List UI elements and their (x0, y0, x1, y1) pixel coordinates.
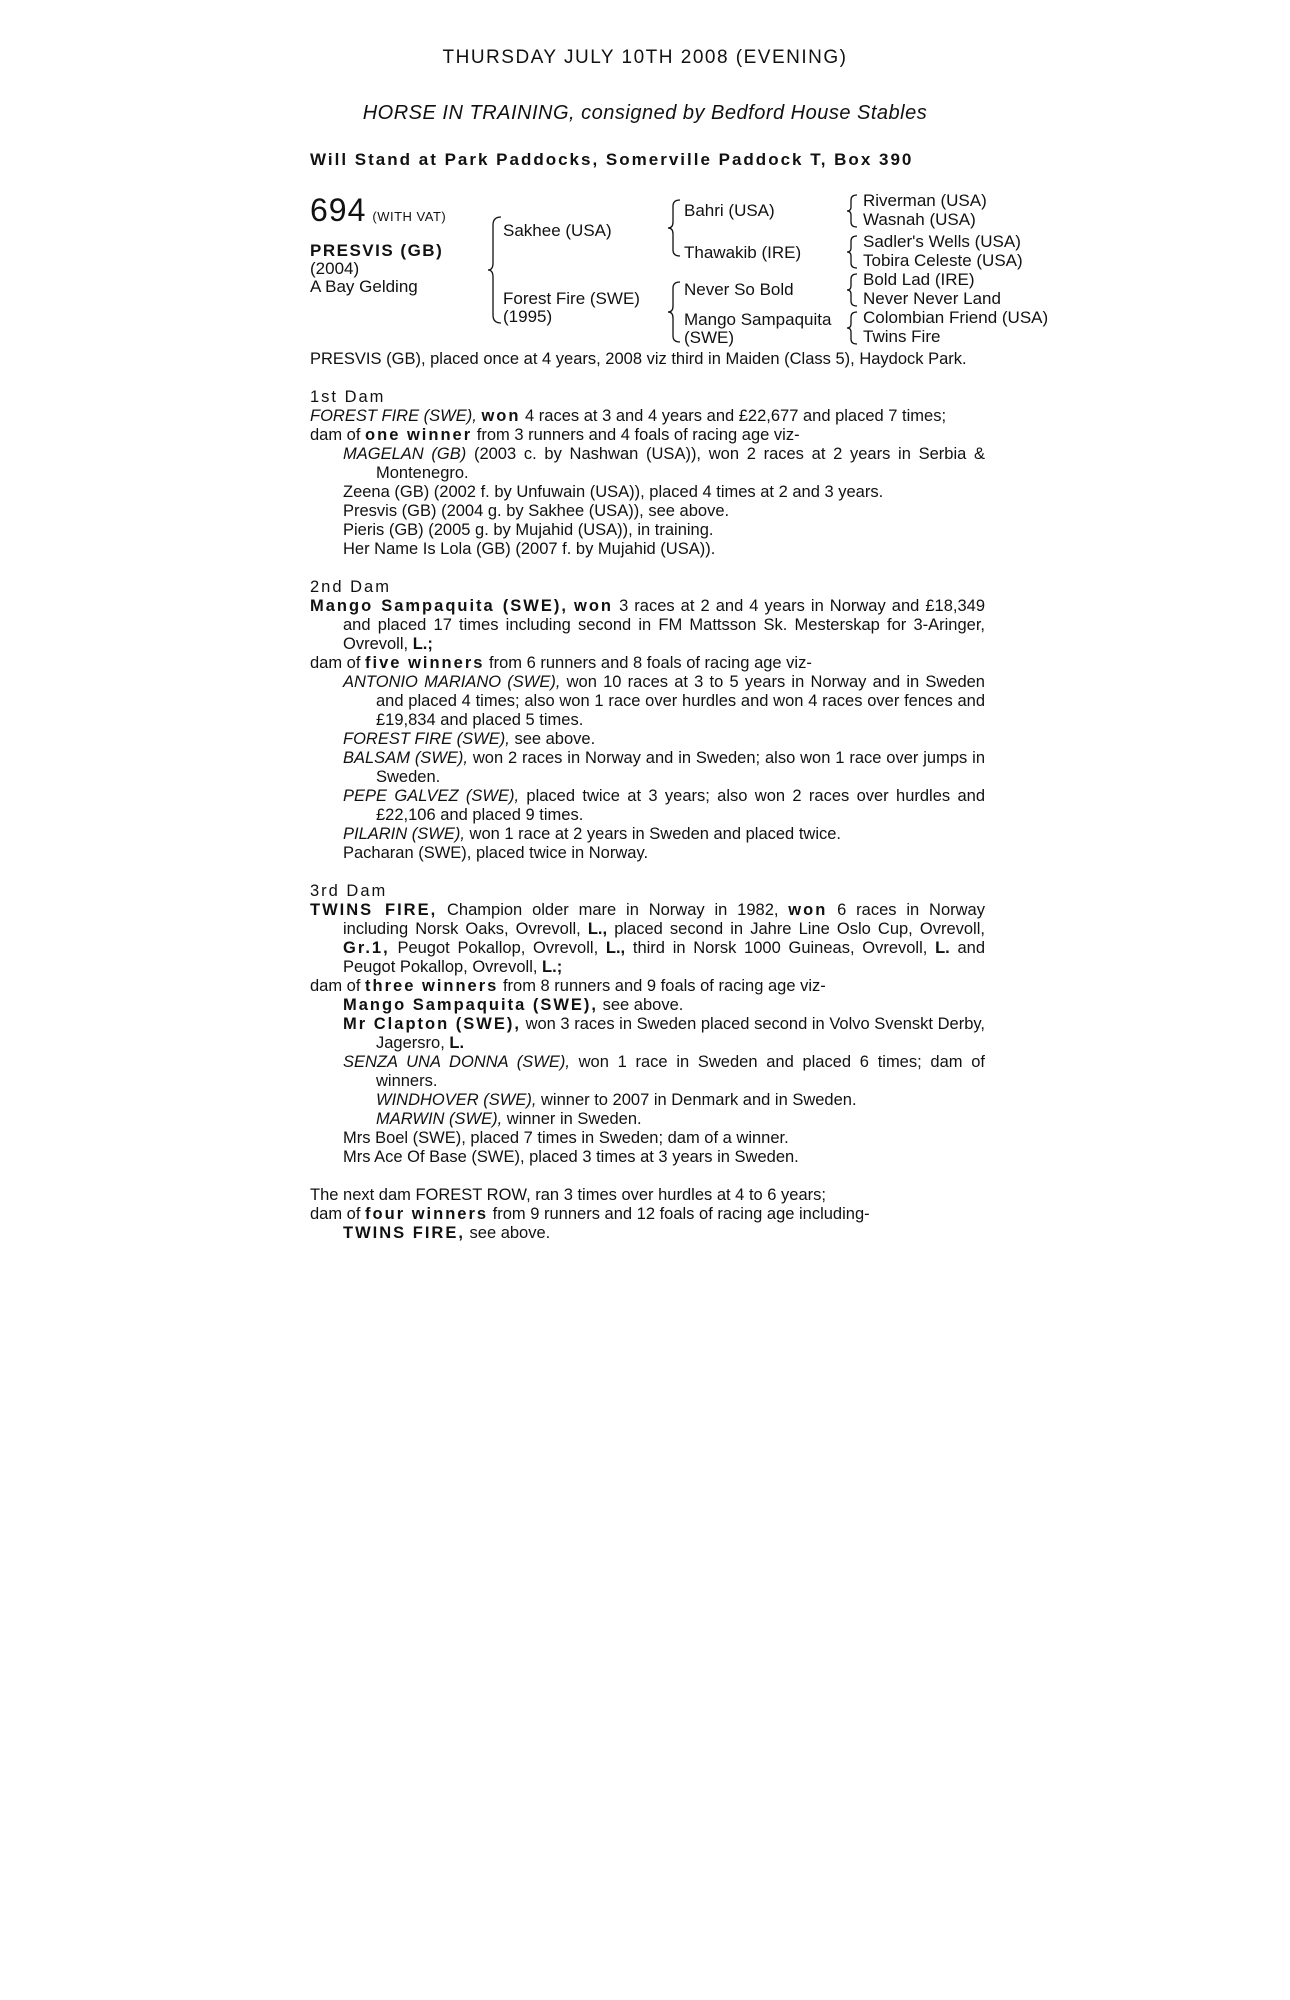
produce-boel: Mrs Boel (SWE), placed 7 times in Sweden; dam of a winner. (343, 1129, 789, 1147)
second-dam-record: Mango Sampaquita (SWE), won 3 races at 2 and 4 years in Norway and £18,349 and placed 17 times including second in FM Mattsson Sk. Mesterskap for 3-Aringer, Ovrevoll, L.; (310, 597, 985, 653)
third-dam-produce: dam of three winners from 8 runners and 9 foals of racing age viz- (310, 977, 826, 995)
produce-pacharan: Pacharan (SWE), placed twice in Norway. (343, 844, 649, 862)
pedigree-brace-g4 (845, 310, 859, 346)
pedigree-gg-7: Colombian Friend (USA) (863, 308, 1049, 327)
pedigree-gg-5: Bold Lad (IRE) (863, 270, 975, 289)
pedigree-gg-2: Wasnah (USA) (863, 210, 976, 229)
horse-identity (310, 242, 443, 296)
produce-zeena: Zeena (GB) (2002 f. by Unfuwain (USA)), placed 4 times at 2 and 3 years. (343, 483, 884, 501)
pedigree-gg-6: Never Never Land (863, 289, 1001, 308)
produce-clapton: Mr Clapton (SWE), won 3 races in Sweden placed second in Volvo Svenskt Derby, Jagersro, L. (343, 1015, 985, 1052)
pedigree-dam-dam: Mango Sampaquita (SWE) (684, 310, 832, 347)
produce-forest-fire: FOREST FIRE (SWE), see above. (343, 730, 596, 748)
second-dam-heading: 2nd Dam (310, 578, 391, 596)
produce-magelan: MAGELAN (GB) (2003 c. by Nashwan (USA)), won 2 races at 2 years in Serbia & Montenegro. (343, 445, 985, 482)
produce-ace: Mrs Ace Of Base (SWE), placed 3 times at 3 years in Sweden. (343, 1148, 799, 1166)
pedigree-gg-4: Tobira Celeste (USA) (863, 251, 1023, 270)
sale-date: THURSDAY JULY 10TH 2008 (EVENING) (442, 47, 848, 68)
race-summary: PRESVIS (GB), placed once at 4 years, 2008 viz third in Maiden (Class 5), Haydock Park. (310, 350, 967, 368)
lot-number: 694 (310, 192, 367, 228)
produce-antonio: ANTONIO MARIANO (SWE), won 10 races at 3 to 5 years in Norway and in Sweden and placed 4 times; also won 1 race over hurdles and won 4 races over fences and £19,834 and placed 5 times. (343, 673, 985, 729)
produce-pieris: Pieris (GB) (2005 g. by Mujahid (USA)), in training. (343, 521, 714, 539)
produce-pepe: PEPE GALVEZ (SWE), placed twice at 3 years; also won 2 races over hurdles and £22,106 and placed 9 times. (343, 787, 985, 824)
lot-header (310, 192, 446, 229)
produce-senza: SENZA UNA DONNA (SWE), won 1 race in Sweden and placed 6 times; dam of winners. (343, 1053, 985, 1090)
pedigree-sire-dam: Thawakib (IRE) (684, 243, 802, 262)
horse-description: A Bay Gelding (310, 277, 418, 296)
pedigree-brace-sire (666, 198, 684, 260)
horse-name: PRESVIS (GB) (310, 241, 444, 260)
horse-year: (2004) (310, 259, 360, 278)
first-dam-heading: 1st Dam (310, 388, 386, 406)
next-dam-section (310, 1186, 985, 1243)
second-dam-section (310, 578, 985, 863)
produce-lola: Her Name Is Lola (GB) (2007 f. by Mujahid (USA)). (343, 540, 716, 558)
pedigree-sire: Sakhee (USA) (503, 221, 612, 240)
third-dam-section (310, 882, 985, 1167)
produce-mango: Mango Sampaquita (SWE), see above. (343, 996, 684, 1014)
stand-location: Will Stand at Park Paddocks, Somerville Paddock T, Box 390 (310, 150, 914, 169)
produce-presvis: Presvis (GB) (2004 g. by Sakhee (USA)), see above. (343, 502, 730, 520)
pedigree-gg-1: Riverman (USA) (863, 191, 987, 210)
pedigree-brace-dam (666, 280, 684, 344)
produce-pilarin: PILARIN (SWE), won 1 race at 2 years in Sweden and placed twice. (343, 825, 841, 843)
second-dam-produce: dam of five winners from 6 runners and 8 foals of racing age viz- (310, 654, 812, 672)
vat-note: (WITH VAT) (372, 209, 447, 224)
catalogue-body (310, 350, 985, 1243)
pedigree-dam: Forest Fire (SWE) (1995) (503, 289, 640, 326)
produce-balsam: BALSAM (SWE), won 2 races in Norway and in Sweden; also won 1 race over jumps in Sweden. (343, 749, 985, 786)
pedigree-brace-g1 (845, 193, 859, 229)
pedigree-gg-3: Sadler's Wells (USA) (863, 232, 1021, 251)
produce-marwin: MARWIN (SWE), winner in Sweden. (376, 1110, 642, 1128)
first-dam-record: FOREST FIRE (SWE), won 4 races at 3 and 4 years and £22,677 and placed 7 times; (310, 407, 947, 425)
produce-twins-fire: TWINS FIRE, see above. (343, 1224, 551, 1242)
pedigree-sire-sire: Bahri (USA) (684, 201, 775, 220)
third-dam-record: TWINS FIRE, Champion older mare in Norway in 1982, won 6 races in Norway including Norsk Oaks, Ovrevoll, L., placed second in Jahre Line Oslo Cup, Ovrevoll, Gr.1, Peugot Pokallop, Ovrevoll, L., third in Norsk 1000 Guineas, Ovrevoll, L. and Peugot Pokallop, Ovrevoll, L.; (310, 901, 986, 976)
pedigree-gg-8: Twins Fire (863, 327, 941, 346)
produce-windhover: WINDHOVER (SWE), winner to 2007 in Denmark and in Sweden. (376, 1091, 857, 1109)
pedigree-brace-g3 (845, 272, 859, 308)
first-dam-produce: dam of one winner from 3 runners and 4 foals of racing age viz- (310, 426, 800, 444)
pedigree-dam-sire: Never So Bold (684, 280, 794, 299)
next-dam-record: The next dam FOREST ROW, ran 3 times over hurdles at 4 to 6 years; (310, 1186, 826, 1204)
first-dam-section (310, 388, 985, 559)
third-dam-heading: 3rd Dam (310, 882, 388, 900)
consignment-line: HORSE IN TRAINING, consigned by Bedford House Stables (362, 102, 928, 124)
next-dam-produce: dam of four winners from 9 runners and 12 foals of racing age including- (310, 1205, 870, 1223)
pedigree-brace-g2 (845, 234, 859, 270)
